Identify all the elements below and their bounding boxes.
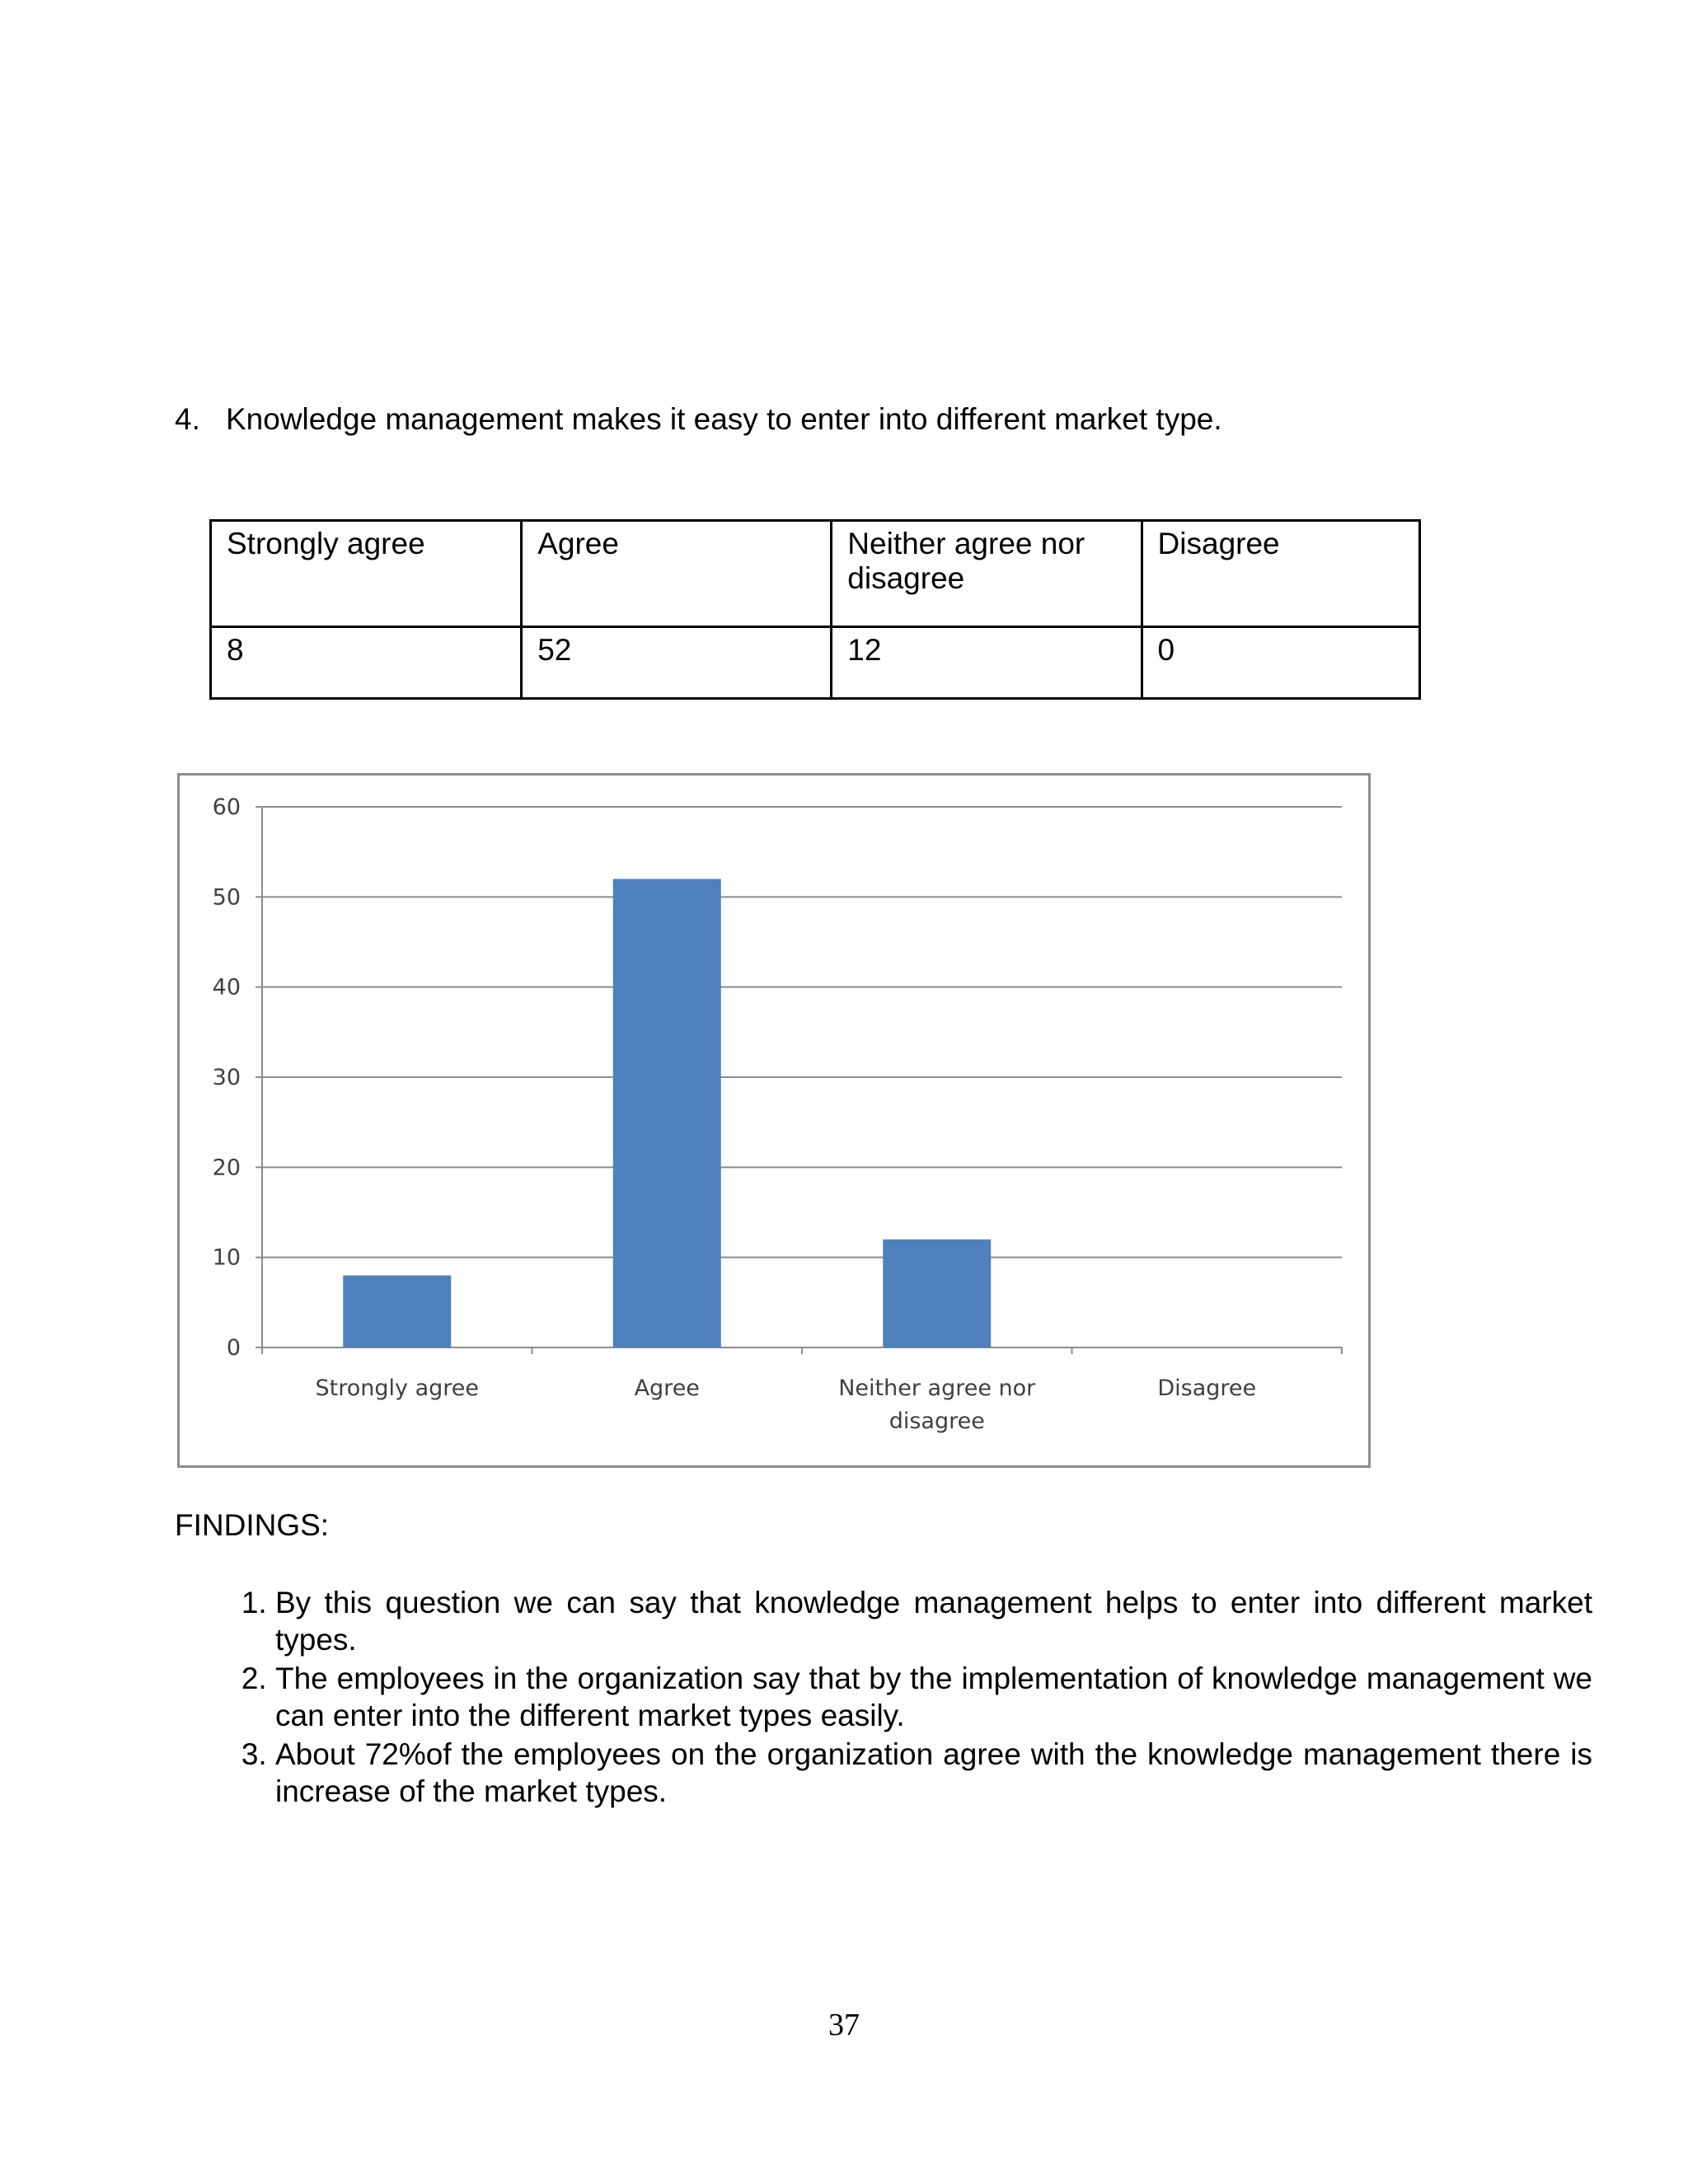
finding-item: 1. By this question we can say that knowledge management helps to enter into different market types. [275,1584,1592,1658]
question-heading [175,402,1222,437]
x-tick-label: Agree [634,1376,700,1401]
bar [883,1240,991,1347]
x-tick-label: Disagree [1157,1376,1257,1401]
table-header-cell: Neither agree nor disagree [832,521,1142,627]
table-header-cell: Strongly agree [211,521,522,627]
y-tick-label: 30 [212,1065,241,1090]
y-tick-label: 10 [212,1244,241,1271]
y-tick-label: 20 [212,1155,241,1181]
y-tick-label: 60 [212,794,241,820]
chart-svg [180,776,1373,1470]
y-tick-label: 0 [226,1335,241,1361]
table-header-row [211,521,1420,627]
x-tick-label: Strongly agree [315,1376,479,1401]
table-cell: 12 [832,627,1142,699]
table-header-cell: Disagree [1142,521,1419,627]
findings-title: FINDINGS: [175,1508,330,1542]
x-tick-label: Neither agree nor disagree [838,1376,1036,1434]
table-cell: 0 [1142,627,1419,699]
y-tick-label: 40 [212,974,241,1001]
page-number: 37 [828,2008,860,2042]
table-row [211,627,1420,699]
finding-item: 3. About 72%of the employees on the organization agree with the knowledge management there is increase of the market types. [275,1736,1592,1810]
finding-item: 2. The employees in the organization say that by the implementation of knowledge management we can enter into the different market types easily. [275,1660,1592,1734]
question-number: 4. [175,402,200,436]
table-cell: 52 [522,627,832,699]
question-text: Knowledge management makes it easy to enter into different market type. [226,402,1222,436]
bar [343,1276,451,1347]
findings-list [223,1584,1592,1811]
y-tick-label: 50 [212,884,241,911]
bar-chart [177,773,1371,1468]
table-header-cell: Agree [522,521,832,627]
response-table [209,519,1421,700]
bar [613,879,721,1347]
table-cell: 8 [211,627,522,699]
